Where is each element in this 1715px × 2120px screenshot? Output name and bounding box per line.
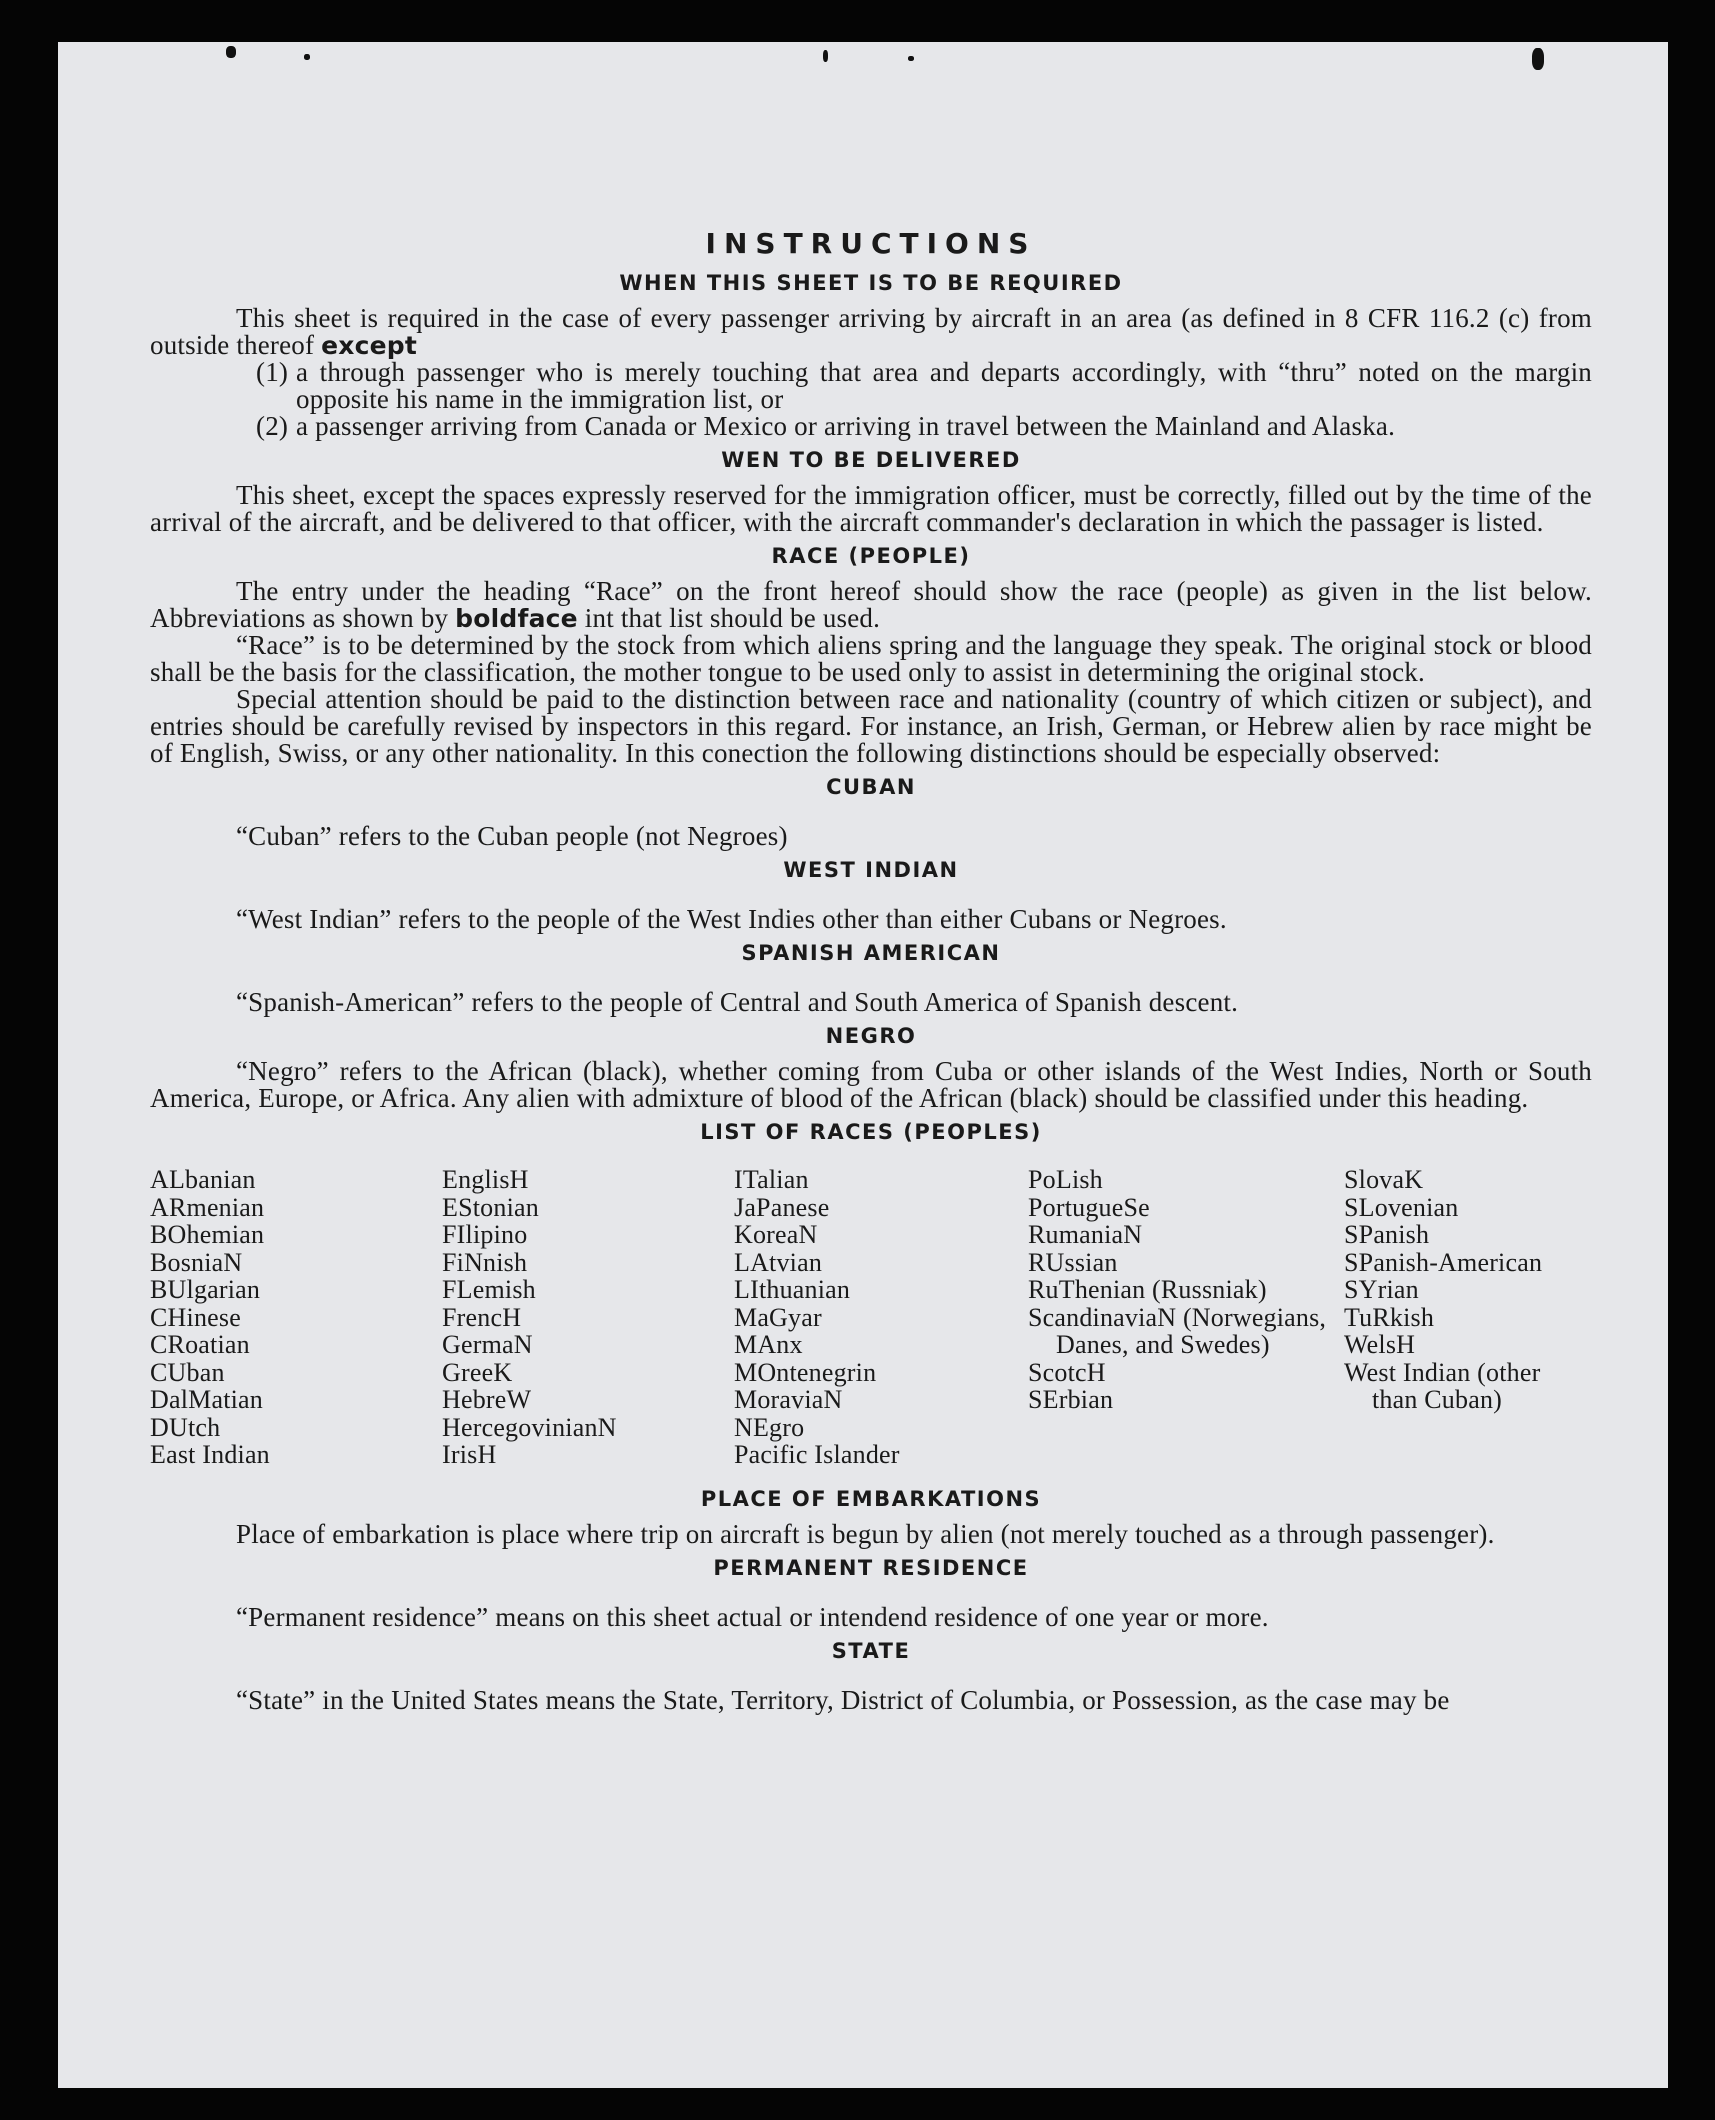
heading-spanish-american: SPANISH AMERICAN xyxy=(741,941,1001,965)
negro-text: “Negro” refers to the African (black), whether coming from Cuba or other islands of the West Indies, North or South America, Europe, or Africa. Any alien with admixture of blood of the African (black) should be classified under this heading. xyxy=(150,1056,1592,1113)
punch-mark xyxy=(823,50,828,62)
punch-mark xyxy=(908,56,914,61)
race-entry: SErbian xyxy=(1028,1385,1114,1414)
spanish-american-text: “Spanish-American” refers to the people of Central and South America of Spanish descent. xyxy=(236,987,1239,1017)
race-entry: SYrian xyxy=(1344,1275,1419,1304)
race-entry: MAnx xyxy=(734,1330,803,1359)
race-entry: RUssian xyxy=(1028,1247,1118,1277)
race-paragraph-3: Special attention should be paid to the distinction between race and nationality (country of which citizen or subject), and entries should be carefully revised by inspectors in this regard. For instance, an Irish, German, or Hebrew alien by race might be of English, Swiss, or any other nationality. In this conection the following distinctions should be especially observed: xyxy=(150,684,1592,768)
race-entry: PoLish xyxy=(1028,1165,1103,1194)
race-entry: ScandinaviaN (Norwegians, Danes, and Swedes) xyxy=(1028,1302,1327,1359)
race-paragraph-1: The entry under the heading “Race” on the front hereof should show the race (people) as given in the list below. Abbreviations as shown by boldface int that list should be used. xyxy=(150,576,1592,633)
race-entry: CUban xyxy=(150,1357,225,1387)
race-entry: GreeK xyxy=(442,1357,513,1387)
state-text: “State” in the United States means the State, Territory, District of Columbia, or Possession, as the case may be xyxy=(236,1684,1450,1715)
race-list xyxy=(150,1166,1592,1469)
race-entry: FLemish xyxy=(442,1275,536,1304)
heading-permanent-residence: PERMANENT RESIDENCE xyxy=(713,1555,1029,1580)
heading-list-of-races: LIST OF RACES (PEOPLES) xyxy=(700,1120,1042,1144)
exception-item: (2) a passenger arriving from Canada or Mexico or arriving in travel between the Mainland and Alaska. xyxy=(256,411,1396,441)
race-entry: KoreaN xyxy=(734,1220,818,1249)
race-entry: ALbanian xyxy=(150,1165,256,1194)
race-entry: RuThenian (Russniak) xyxy=(1028,1275,1267,1304)
race-column xyxy=(1028,1166,1344,1469)
delivery-text: This sheet, except the spaces expressly reserved for the immigration officer, must be correctly, filled out by the time of the arrival of the aircraft, and be delivered to that officer, with the aircraft commander's declaration in which the passager is listed. xyxy=(150,480,1592,537)
heading-cuban: CUBAN xyxy=(826,775,916,799)
race-entry: BUlgarian xyxy=(150,1275,261,1304)
document-sheet xyxy=(58,42,1668,2088)
race-entry: CHinese xyxy=(150,1302,241,1332)
punch-mark xyxy=(304,54,310,60)
heading-state: STATE xyxy=(831,1638,911,1663)
race-entry: DUtch xyxy=(150,1412,221,1442)
race-entry: FrencH xyxy=(442,1302,522,1332)
when-required-intro: This sheet is required in the case of every passenger arriving by aircraft in an area (as defined in 8 CFR 116.2 (c) from outside thereof except xyxy=(150,303,1592,360)
race-entry: West Indian (other than Cuban) xyxy=(1344,1357,1541,1414)
embarkation-text: Place of embarkation is place where trip on aircraft is begun by alien (not merely touched as a through passenger). xyxy=(236,1518,1495,1549)
heading-race: RACE (PEOPLE) xyxy=(771,544,971,568)
race-entry: HebreW xyxy=(442,1385,532,1414)
except-keyword: except xyxy=(321,331,418,360)
punch-mark xyxy=(1532,48,1544,70)
race-entry: RumaniaN xyxy=(1028,1220,1143,1249)
west-indian-text: “West Indian” refers to the people of the West Indies other than either Cubans or Negroes. xyxy=(236,904,1227,934)
race-entry: IrisH xyxy=(442,1440,497,1469)
race-entry: BosniaN xyxy=(150,1247,243,1277)
race-entry: Pacific Islander xyxy=(734,1440,900,1469)
heading-embarkation: PLACE OF EMBARKATIONS xyxy=(700,1486,1042,1511)
race-entry: ITalian xyxy=(734,1165,809,1194)
race-entry: SPanish-American xyxy=(1344,1247,1543,1277)
race-entry: ARmenian xyxy=(150,1192,265,1222)
exception-item: (1) a through passenger who is merely touching that area and departs accordingly, with “thru” noted on the margin opposite his name in the immigration list, or xyxy=(256,357,1592,414)
race-entry: MOntenegrin xyxy=(734,1357,877,1387)
heading-negro: NEGRO xyxy=(825,1024,917,1048)
race-entry: FiNnish xyxy=(442,1247,528,1277)
race-entry: HercegovinianN xyxy=(442,1412,617,1442)
page-title: INSTRUCTIONS xyxy=(705,227,1037,260)
race-entry: SLovenian xyxy=(1344,1192,1459,1222)
race-entry: East Indian xyxy=(150,1440,270,1469)
heading-when-required: WHEN THIS SHEET IS TO BE REQUIRED xyxy=(619,271,1123,295)
race-paragraph-2: “Race” is to be determined by the stock from which aliens spring and the language they speak. The original stock or blood shall be the basis for the classification, the mother tongue to be used only to assist in determining the original stock. xyxy=(150,630,1592,687)
race-entry: GermaN xyxy=(442,1330,533,1359)
race-entry: CRoatian xyxy=(150,1330,250,1359)
heading-delivery: WEN TO BE DELIVERED xyxy=(721,448,1021,472)
race-entry: SPanish xyxy=(1344,1220,1430,1249)
race-entry: FIlipino xyxy=(442,1220,528,1249)
race-entry: JaPanese xyxy=(734,1192,830,1222)
permanent-residence-text: “Permanent residence” means on this sheet actual or intendend residence of one year or more. xyxy=(236,1601,1269,1632)
race-entry: EStonian xyxy=(442,1192,539,1222)
race-entry: DalMatian xyxy=(150,1385,263,1414)
race-entry: LIthuanian xyxy=(734,1275,851,1304)
race-entry: EnglisH xyxy=(442,1165,529,1194)
instructions-body xyxy=(150,186,1592,1714)
race-entry: ScotcH xyxy=(1028,1357,1106,1387)
race-entry: PortugueSe xyxy=(1028,1192,1150,1222)
race-column xyxy=(1344,1166,1592,1469)
heading-west-indian: WEST INDIAN xyxy=(783,858,959,882)
race-entry: MaGyar xyxy=(734,1302,822,1332)
race-entry: SlovaK xyxy=(1344,1165,1424,1194)
race-entry: MoraviaN xyxy=(734,1385,843,1414)
punch-mark xyxy=(226,46,236,58)
race-entry: TuRkish xyxy=(1344,1302,1435,1332)
boldface-keyword: boldface xyxy=(455,604,578,633)
race-column xyxy=(442,1166,734,1469)
race-column xyxy=(150,1166,442,1469)
race-entry: WelsH xyxy=(1344,1330,1416,1359)
race-column xyxy=(734,1166,1028,1469)
cuban-text: “Cuban” refers to the Cuban people (not Negroes) xyxy=(236,821,788,851)
race-entry: NEgro xyxy=(734,1412,805,1442)
race-entry: BOhemian xyxy=(150,1220,265,1249)
race-entry: LAtvian xyxy=(734,1247,823,1277)
